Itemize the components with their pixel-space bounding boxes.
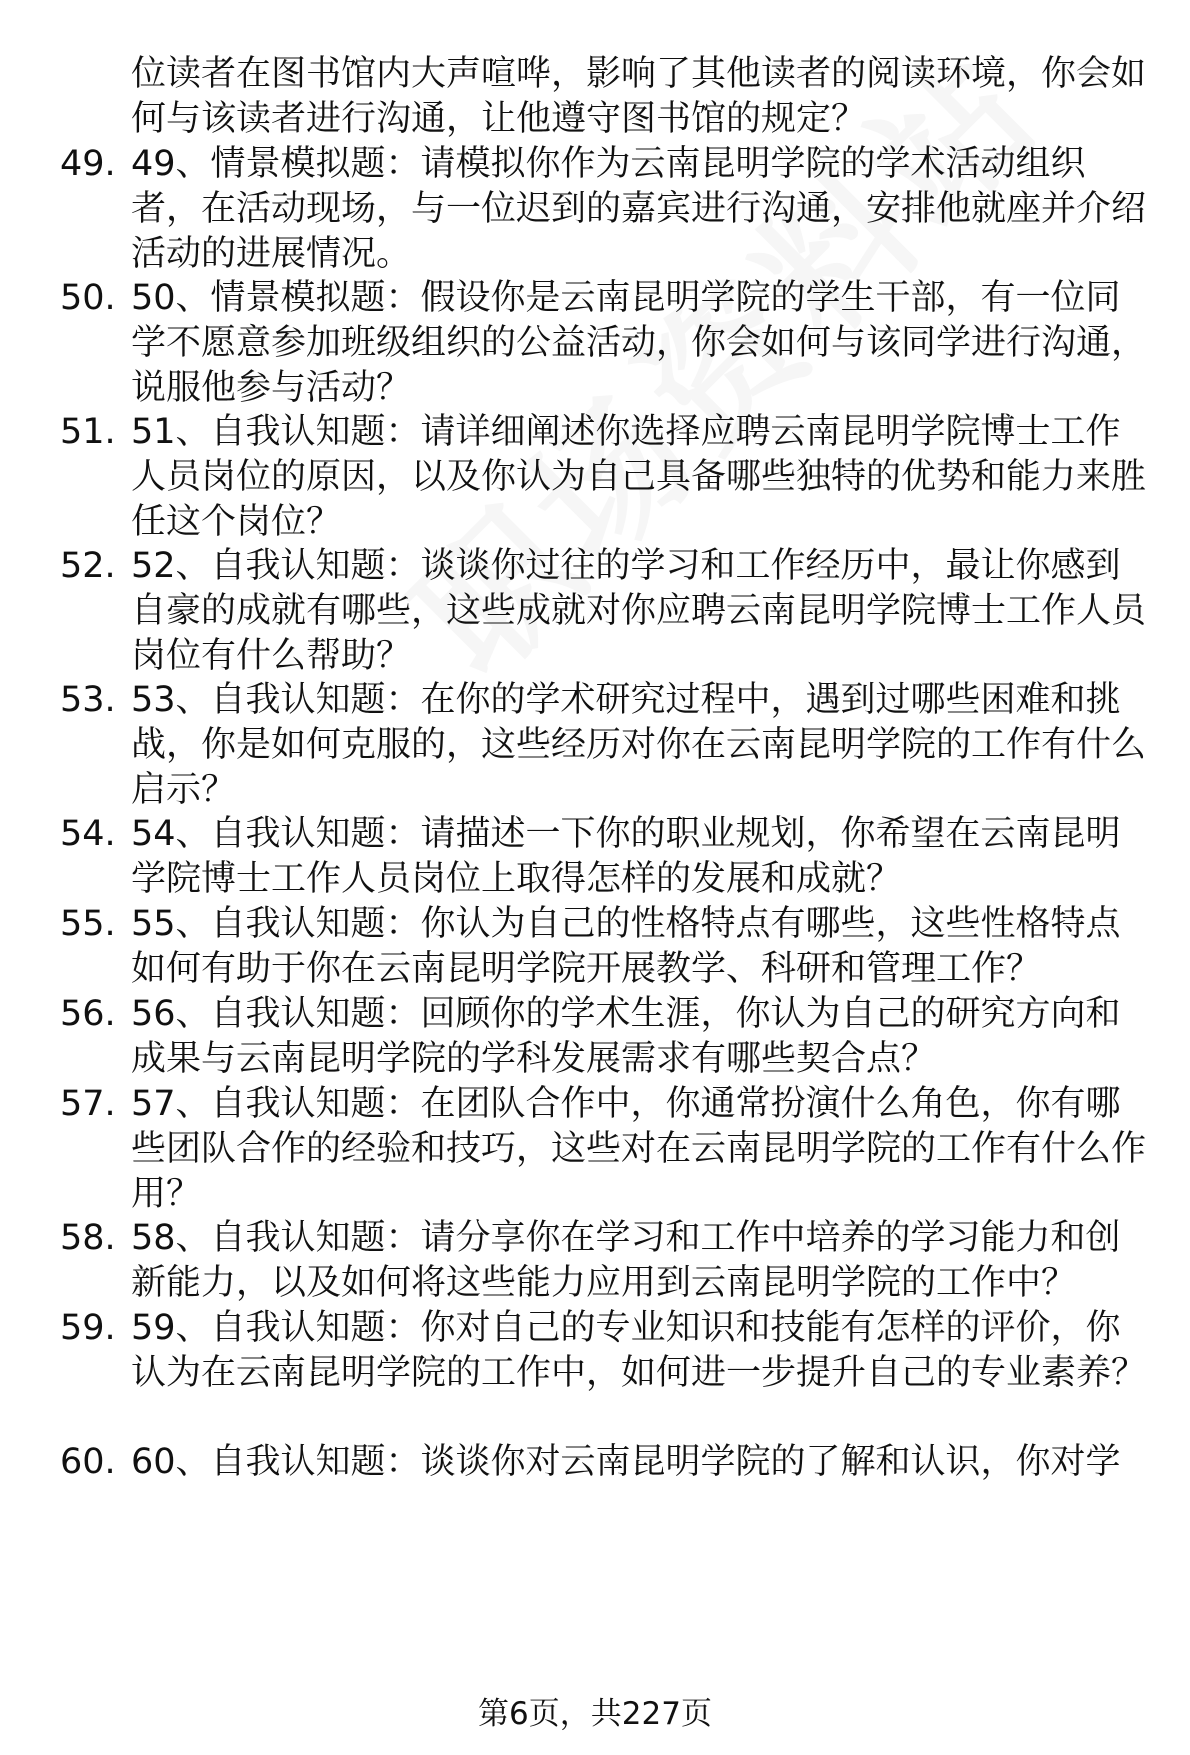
list-item — [60, 142, 1150, 277]
item-number: 54. — [60, 814, 116, 854]
list-item — [60, 812, 1150, 902]
list-item — [60, 410, 1150, 545]
list-item — [60, 544, 1150, 679]
item-text: 51、自我认知题：请详细阐述你选择应聘云南昆明学院博士工作人员岗位的原因，以及你认为自己具备哪些独特的优势和能力来胜任这个岗位？ — [131, 412, 1147, 542]
item-number: 57. — [60, 1084, 116, 1124]
item-text: 59、自我认知题：你对自己的专业知识和技能有怎样的评价，你认为在云南昆明学院的工作中，如何进一步提升自己的专业素养？ — [131, 1308, 1147, 1393]
list-item — [60, 1082, 1150, 1217]
item-text: 55、自我认知题：你认为自己的性格特点有哪些，这些性格特点如何有助于你在云南昆明学院开展教学、科研和管理工作？ — [131, 904, 1121, 989]
item-text: 52、自我认知题：谈谈你过往的学习和工作经历中，最让你感到自豪的成就有哪些，这些成就对你应聘云南昆明学院博士工作人员岗位有什么帮助？ — [131, 546, 1147, 676]
list-item — [60, 902, 1150, 992]
list-item — [60, 1440, 1150, 1485]
item-text: 50、情景模拟题：假设你是云南昆明学院的学生干部，有一位同学不愿意参加班级组织的公益活动，你会如何与该同学进行沟通，说服他参与活动？ — [131, 278, 1147, 408]
list-item — [60, 276, 1150, 411]
page-number: 第6页，共227页 — [478, 1696, 712, 1732]
item-number: 49. — [60, 144, 116, 184]
item-number: 52. — [60, 546, 116, 586]
item-text: 60、自我认知题：谈谈你对云南昆明学院的了解和认识，你对学 — [131, 1442, 1121, 1482]
item-number: 55. — [60, 904, 116, 944]
item-text: 57、自我认知题：在团队合作中，你通常扮演什么角色，你有哪些团队合作的经验和技巧，这些对在云南昆明学院的工作有什么作用？ — [131, 1084, 1147, 1214]
item-text: 58、自我认知题：请分享你在学习和工作中培养的学习能力和创新能力，以及如何将这些能力应用到云南昆明学院的工作中？ — [131, 1218, 1121, 1303]
item-text: 53、自我认知题：在你的学术研究过程中，遇到过哪些困难和挑战，你是如何克服的，这些经历对你在云南昆明学院的工作有什么启示？ — [131, 680, 1147, 810]
list-item — [60, 992, 1150, 1082]
item-text: 56、自我认知题：回顾你的学术生涯，你认为自己的研究方向和成果与云南昆明学院的学科发展需求有哪些契合点？ — [131, 994, 1121, 1079]
list-item — [60, 1306, 1150, 1396]
item-number: 56. — [60, 994, 116, 1034]
item-text: 49、情景模拟题：请模拟你作为云南昆明学院的学术活动组织者，在活动现场，与一位迟到的嘉宾进行沟通，安排他就座并介绍活动的进展情况。 — [131, 144, 1147, 274]
item-number: 59. — [60, 1308, 116, 1348]
item-number: 51. — [60, 412, 116, 452]
list-item — [60, 1216, 1150, 1306]
item-number: 60. — [60, 1442, 116, 1482]
item-text: 54、自我认知题：请描述一下你的职业规划，你希望在云南昆明学院博士工作人员岗位上取得怎样的发展和成就？ — [131, 814, 1121, 899]
item-number: 50. — [60, 278, 116, 318]
item-number: 58. — [60, 1218, 116, 1258]
list-item — [60, 678, 1150, 813]
item-number: 53. — [60, 680, 116, 720]
continued-paragraph: 位读者在图书馆内大声喧哗，影响了其他读者的阅读环境，你会如何与该读者进行沟通，让他遵守图书馆的规定？ — [131, 54, 1147, 139]
